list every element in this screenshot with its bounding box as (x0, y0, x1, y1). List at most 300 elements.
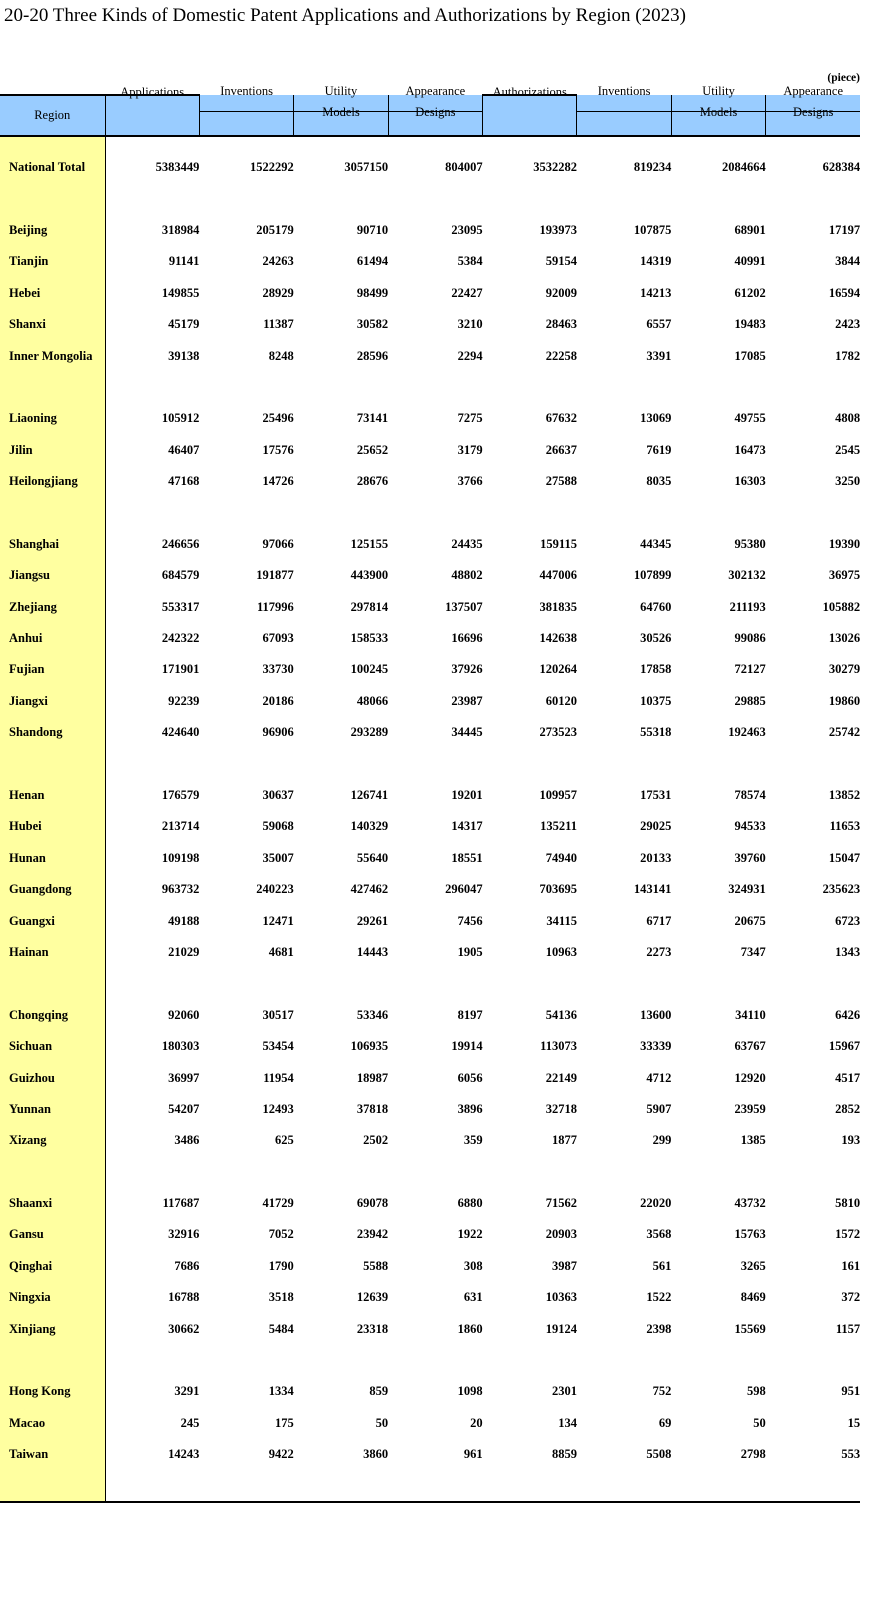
table-row (0, 1439, 860, 1470)
value-cell: 18987 (356, 1070, 389, 1085)
value-cell: 20903 (545, 1227, 577, 1242)
value-cell: 54136 (545, 1007, 577, 1022)
table-row (0, 1376, 860, 1407)
value-cell: 96906 (262, 725, 294, 740)
value-cell: 137507 (445, 599, 483, 614)
value-cell: 17576 (262, 442, 294, 457)
value-cell: 29025 (640, 819, 672, 834)
region-name: Xizang (0, 1125, 105, 1156)
value-cell: 6723 (835, 913, 861, 928)
value-cell: 100245 (350, 662, 389, 677)
value-cell: 23987 (451, 693, 483, 708)
value-cell: 72127 (734, 662, 766, 677)
region-name: Qinghai (0, 1251, 105, 1282)
table-row (0, 780, 860, 811)
region-name: Guizhou (0, 1062, 105, 1093)
value-cell: 13600 (640, 1007, 672, 1022)
value-cell: 16696 (451, 631, 483, 646)
value-cell: 39138 (168, 348, 200, 363)
table-row (0, 1313, 860, 1344)
value-cell: 3391 (646, 348, 672, 363)
region-name: Hong Kong (0, 1376, 105, 1407)
unit-label: (piece) (827, 72, 860, 84)
region-name: Jiangsu (0, 560, 105, 591)
value-cell: 3844 (835, 254, 861, 269)
value-cell: 176579 (161, 788, 200, 802)
value-cell: 99086 (734, 631, 766, 646)
value-cell: 5484 (268, 1321, 294, 1336)
value-cell: 113073 (540, 1039, 577, 1054)
value-cell: 19124 (545, 1321, 577, 1336)
value-cell: 11387 (263, 317, 294, 332)
value-cell: 34115 (546, 913, 577, 928)
value-cell: 5588 (363, 1258, 389, 1273)
region-name: National Total (0, 152, 105, 183)
header-app-design: Appearance Designs (388, 95, 482, 136)
value-cell: 71562 (545, 1196, 577, 1211)
value-cell: 16303 (734, 474, 766, 489)
region-name: Jilin (0, 435, 105, 466)
value-cell: 134 (558, 1415, 577, 1430)
table-row (0, 1094, 860, 1125)
value-cell: 5907 (646, 1101, 672, 1116)
value-cell: 3057150 (344, 160, 389, 175)
region-name: Sichuan (0, 1031, 105, 1062)
value-cell: 17531 (640, 788, 672, 802)
value-cell: 61202 (734, 285, 766, 300)
value-cell: 297814 (350, 599, 389, 614)
value-cell: 74940 (545, 850, 577, 865)
table-row (0, 1000, 860, 1031)
value-cell: 171901 (161, 662, 200, 677)
value-cell: 308 (463, 1258, 483, 1273)
value-cell: 55640 (356, 850, 389, 865)
region-name: Taiwan (0, 1439, 105, 1470)
value-cell: 28463 (545, 317, 577, 332)
value-cell: 19914 (451, 1039, 483, 1054)
value-cell: 15967 (828, 1039, 861, 1054)
value-cell: 7052 (268, 1227, 294, 1242)
value-cell: 15569 (734, 1321, 766, 1336)
value-cell: 2423 (835, 317, 861, 332)
value-cell: 142638 (539, 631, 577, 646)
value-cell: 16473 (734, 442, 766, 457)
value-cell: 37818 (356, 1101, 389, 1116)
value-cell: 1790 (268, 1258, 294, 1273)
value-cell: 29261 (356, 913, 389, 928)
value-cell: 703695 (539, 882, 577, 897)
value-cell: 3860 (363, 1447, 389, 1462)
value-cell: 48066 (356, 693, 389, 708)
value-cell: 14213 (640, 285, 672, 300)
value-cell: 159115 (540, 536, 577, 551)
value-cell: 120264 (539, 662, 577, 677)
region-name: Xinjiang (0, 1313, 105, 1344)
value-cell: 4808 (835, 411, 861, 426)
value-cell: 3291 (174, 1384, 200, 1399)
value-cell: 43732 (734, 1196, 766, 1211)
value-cell: 13852 (828, 788, 861, 802)
value-cell: 92239 (168, 693, 200, 708)
value-cell: 68901 (734, 222, 766, 237)
value-cell: 14726 (262, 474, 294, 489)
region-name: Jiangxi (0, 686, 105, 717)
value-cell: 3518 (268, 1290, 294, 1305)
table-row (0, 591, 860, 622)
value-cell: 95380 (734, 536, 766, 551)
value-cell: 245 (180, 1415, 200, 1430)
value-cell: 859 (369, 1384, 389, 1399)
table-row (0, 403, 860, 434)
region-name: Shaanxi (0, 1188, 105, 1219)
value-cell: 3896 (457, 1101, 483, 1116)
national-total-row (0, 152, 860, 183)
spacer-row (0, 136, 860, 152)
value-cell: 6056 (457, 1070, 483, 1085)
value-cell: 69 (658, 1415, 672, 1430)
table-row (0, 1251, 860, 1282)
value-cell: 23942 (356, 1227, 389, 1242)
value-cell: 427462 (350, 882, 389, 897)
value-cell: 1522292 (250, 160, 294, 175)
value-cell: 6880 (457, 1196, 483, 1211)
value-cell: 34445 (451, 725, 483, 740)
value-cell: 109198 (161, 850, 200, 865)
region-name: Guangdong (0, 874, 105, 905)
value-cell: 192463 (728, 725, 766, 740)
header-auth-inventions: Inventions (577, 95, 671, 136)
value-cell: 98499 (356, 285, 389, 300)
table-row (0, 1282, 860, 1313)
value-cell: 149855 (161, 285, 200, 300)
value-cell: 1334 (268, 1384, 294, 1399)
value-cell: 24263 (262, 254, 294, 269)
value-cell: 15047 (828, 850, 861, 865)
value-cell: 8248 (268, 348, 294, 363)
value-cell: 3568 (646, 1227, 672, 1242)
value-cell: 30582 (356, 317, 389, 332)
value-cell: 193 (841, 1133, 861, 1148)
value-cell: 158533 (350, 631, 389, 646)
value-cell: 684579 (161, 568, 200, 583)
value-cell: 33339 (640, 1039, 672, 1054)
value-cell: 16788 (168, 1290, 200, 1305)
value-cell: 53346 (356, 1007, 389, 1022)
value-cell: 6717 (646, 913, 672, 928)
value-cell: 19201 (451, 788, 483, 802)
value-cell: 11653 (829, 819, 861, 834)
value-cell: 235623 (822, 882, 861, 897)
value-cell: 17085 (734, 348, 766, 363)
value-cell: 20133 (640, 850, 672, 865)
value-cell: 5384 (457, 254, 483, 269)
value-cell: 53454 (262, 1039, 294, 1054)
table-row (0, 623, 860, 654)
header-auth-design: Appearance Designs (766, 95, 860, 136)
value-cell: 3766 (457, 474, 483, 489)
value-cell: 13069 (640, 411, 672, 426)
value-cell: 37926 (451, 662, 483, 677)
value-cell: 3486 (174, 1133, 200, 1148)
value-cell: 30517 (262, 1007, 294, 1022)
value-cell: 372 (841, 1290, 861, 1305)
table-row (0, 466, 860, 497)
value-cell: 324931 (728, 882, 766, 897)
value-cell: 17858 (640, 662, 672, 677)
value-cell: 143141 (633, 882, 672, 897)
value-cell: 2084664 (721, 160, 766, 175)
value-cell: 19483 (734, 317, 766, 332)
value-cell: 1922 (457, 1227, 483, 1242)
value-cell: 3210 (457, 317, 483, 332)
region-name: Zhejiang (0, 591, 105, 622)
value-cell: 553 (841, 1447, 861, 1462)
region-name: Beijing (0, 215, 105, 246)
region-name: Shanxi (0, 309, 105, 340)
value-cell: 424640 (161, 725, 200, 740)
value-cell: 963732 (161, 882, 200, 897)
spacer-row (0, 1157, 860, 1188)
spacer-row (0, 968, 860, 999)
region-name: Anhui (0, 623, 105, 654)
value-cell: 49188 (168, 913, 200, 928)
value-cell: 1860 (457, 1321, 483, 1336)
value-cell: 213714 (161, 819, 200, 834)
value-cell: 16594 (828, 285, 861, 300)
value-cell: 240223 (256, 882, 294, 897)
region-name: Ningxia (0, 1282, 105, 1313)
value-cell: 73141 (356, 411, 389, 426)
value-cell: 36997 (168, 1070, 200, 1085)
table-row (0, 843, 860, 874)
value-cell: 39760 (734, 850, 766, 865)
value-cell: 14317 (451, 819, 483, 834)
value-cell: 109957 (539, 788, 577, 802)
value-cell: 553317 (161, 599, 200, 614)
value-cell: 7456 (457, 913, 483, 928)
value-cell: 92060 (168, 1007, 200, 1022)
value-cell: 28676 (356, 474, 389, 489)
value-cell: 4712 (646, 1070, 672, 1085)
value-cell: 205179 (256, 222, 294, 237)
value-cell: 10375 (640, 693, 672, 708)
value-cell: 23095 (451, 222, 483, 237)
value-cell: 3250 (835, 474, 861, 489)
value-cell: 8197 (457, 1007, 483, 1022)
value-cell: 69078 (356, 1196, 389, 1211)
value-cell: 105882 (822, 599, 861, 614)
spacer-row (0, 748, 860, 779)
value-cell: 20675 (734, 913, 766, 928)
value-cell: 22149 (545, 1070, 577, 1085)
value-cell: 24435 (451, 536, 483, 551)
value-cell: 45179 (168, 317, 200, 332)
value-cell: 22020 (640, 1196, 672, 1211)
value-cell: 30637 (262, 788, 294, 802)
value-cell: 8035 (646, 474, 672, 489)
value-cell: 20 (470, 1415, 483, 1430)
value-cell: 19390 (828, 536, 861, 551)
value-cell: 59068 (262, 819, 294, 834)
value-cell: 961 (463, 1447, 483, 1462)
value-cell: 125155 (350, 536, 389, 551)
value-cell: 246656 (161, 536, 200, 551)
table-row (0, 717, 860, 748)
value-cell: 1877 (551, 1133, 577, 1148)
region-name: Gansu (0, 1219, 105, 1250)
value-cell: 25652 (356, 442, 389, 457)
value-cell: 804007 (445, 160, 483, 175)
patent-table (0, 84, 861, 1503)
value-cell: 180303 (161, 1039, 200, 1054)
value-cell: 19860 (828, 693, 861, 708)
table-row (0, 905, 860, 936)
value-cell: 8469 (740, 1290, 766, 1305)
value-cell: 4517 (835, 1070, 861, 1085)
spacer-row (0, 497, 860, 528)
value-cell: 78574 (734, 788, 766, 802)
value-cell: 9422 (268, 1447, 294, 1462)
value-cell: 175 (275, 1415, 294, 1430)
value-cell: 3265 (740, 1258, 766, 1273)
header-auth-utility: Utility Models (671, 95, 765, 136)
value-cell: 55318 (640, 725, 672, 740)
value-cell: 18551 (451, 850, 483, 865)
value-cell: 105912 (161, 411, 200, 426)
value-cell: 299 (652, 1133, 672, 1148)
value-cell: 15763 (734, 1227, 766, 1242)
header-app-utility: Utility Models (294, 95, 388, 136)
spacer-row (0, 1470, 860, 1502)
value-cell: 54207 (168, 1101, 200, 1116)
value-cell: 819234 (633, 160, 672, 175)
value-cell: 296047 (445, 882, 483, 897)
value-cell: 35007 (262, 850, 294, 865)
value-cell: 25496 (262, 411, 294, 426)
value-cell: 26637 (545, 442, 577, 457)
spacer-row (0, 1345, 860, 1376)
table-row (0, 246, 860, 277)
value-cell: 47168 (168, 474, 200, 489)
region-name: Fujian (0, 654, 105, 685)
value-cell: 22258 (545, 348, 577, 363)
value-cell: 64760 (640, 599, 672, 614)
header-authorizations: Authorizations (483, 95, 577, 136)
region-name: Henan (0, 780, 105, 811)
page-title: 20-20 Three Kinds of Domestic Patent Applications and Authorizations by Region (2023) (4, 5, 686, 26)
region-name: Heilongjiang (0, 466, 105, 497)
value-cell: 60120 (545, 693, 577, 708)
value-cell: 561 (652, 1258, 672, 1273)
header-applications: Applications (105, 95, 199, 136)
region-name: Hunan (0, 843, 105, 874)
value-cell: 12639 (356, 1290, 389, 1305)
value-cell: 2273 (646, 944, 672, 959)
value-cell: 359 (463, 1133, 483, 1148)
value-cell: 951 (841, 1384, 861, 1399)
value-cell: 107875 (633, 222, 672, 237)
value-cell: 14319 (640, 254, 672, 269)
value-cell: 273523 (539, 725, 577, 740)
header-region: Region (0, 95, 105, 136)
value-cell: 628384 (822, 160, 861, 175)
value-cell: 12493 (262, 1101, 294, 1116)
value-cell: 117687 (162, 1196, 200, 1211)
value-cell: 625 (275, 1133, 294, 1148)
value-cell: 14443 (356, 944, 389, 959)
value-cell: 97066 (262, 536, 294, 551)
value-cell: 3532282 (533, 160, 577, 175)
value-cell: 381835 (539, 599, 577, 614)
value-cell: 29885 (734, 693, 766, 708)
region-name: Hebei (0, 278, 105, 309)
value-cell: 7347 (740, 944, 766, 959)
value-cell: 126741 (350, 788, 389, 802)
value-cell: 61494 (356, 254, 389, 269)
table-row (0, 1188, 860, 1219)
value-cell: 3987 (551, 1258, 577, 1273)
value-cell: 211193 (729, 599, 766, 614)
value-cell: 17197 (828, 222, 861, 237)
table-row (0, 686, 860, 717)
value-cell: 2301 (551, 1384, 577, 1399)
value-cell: 50 (375, 1415, 389, 1430)
value-cell: 94533 (734, 819, 766, 834)
value-cell: 161 (841, 1258, 861, 1273)
value-cell: 106935 (350, 1039, 389, 1054)
region-name: Liaoning (0, 403, 105, 434)
value-cell: 67093 (262, 631, 294, 646)
value-cell: 7275 (457, 411, 483, 426)
value-cell: 2545 (835, 442, 861, 457)
value-cell: 34110 (735, 1007, 766, 1022)
spacer-row (0, 183, 860, 214)
value-cell: 242322 (161, 631, 200, 646)
value-cell: 48802 (451, 568, 483, 583)
table-row (0, 278, 860, 309)
value-cell: 1385 (740, 1133, 766, 1148)
table-row (0, 340, 860, 371)
value-cell: 1157 (835, 1321, 861, 1336)
value-cell: 28596 (356, 348, 389, 363)
value-cell: 13026 (828, 631, 861, 646)
table-row (0, 215, 860, 246)
value-cell: 27588 (545, 474, 577, 489)
value-cell: 32718 (545, 1101, 577, 1116)
table-row (0, 811, 860, 842)
value-cell: 752 (652, 1384, 672, 1399)
table-row (0, 1125, 860, 1156)
table-row (0, 1219, 860, 1250)
value-cell: 14243 (168, 1447, 200, 1462)
value-cell: 5383449 (155, 160, 200, 175)
value-cell: 6426 (835, 1007, 861, 1022)
value-cell: 50 (753, 1415, 766, 1430)
value-cell: 7686 (174, 1258, 200, 1273)
value-cell: 12920 (734, 1070, 766, 1085)
value-cell: 44345 (640, 536, 672, 551)
value-cell: 443900 (350, 568, 389, 583)
value-cell: 41729 (262, 1196, 294, 1211)
region-name: Hainan (0, 937, 105, 968)
value-cell: 140329 (350, 819, 389, 834)
value-cell: 33730 (262, 662, 294, 677)
table-row (0, 1062, 860, 1093)
region-name: Guangxi (0, 905, 105, 936)
value-cell: 598 (746, 1384, 766, 1399)
value-cell: 3179 (457, 442, 483, 457)
region-name: Inner Mongolia (0, 340, 105, 371)
